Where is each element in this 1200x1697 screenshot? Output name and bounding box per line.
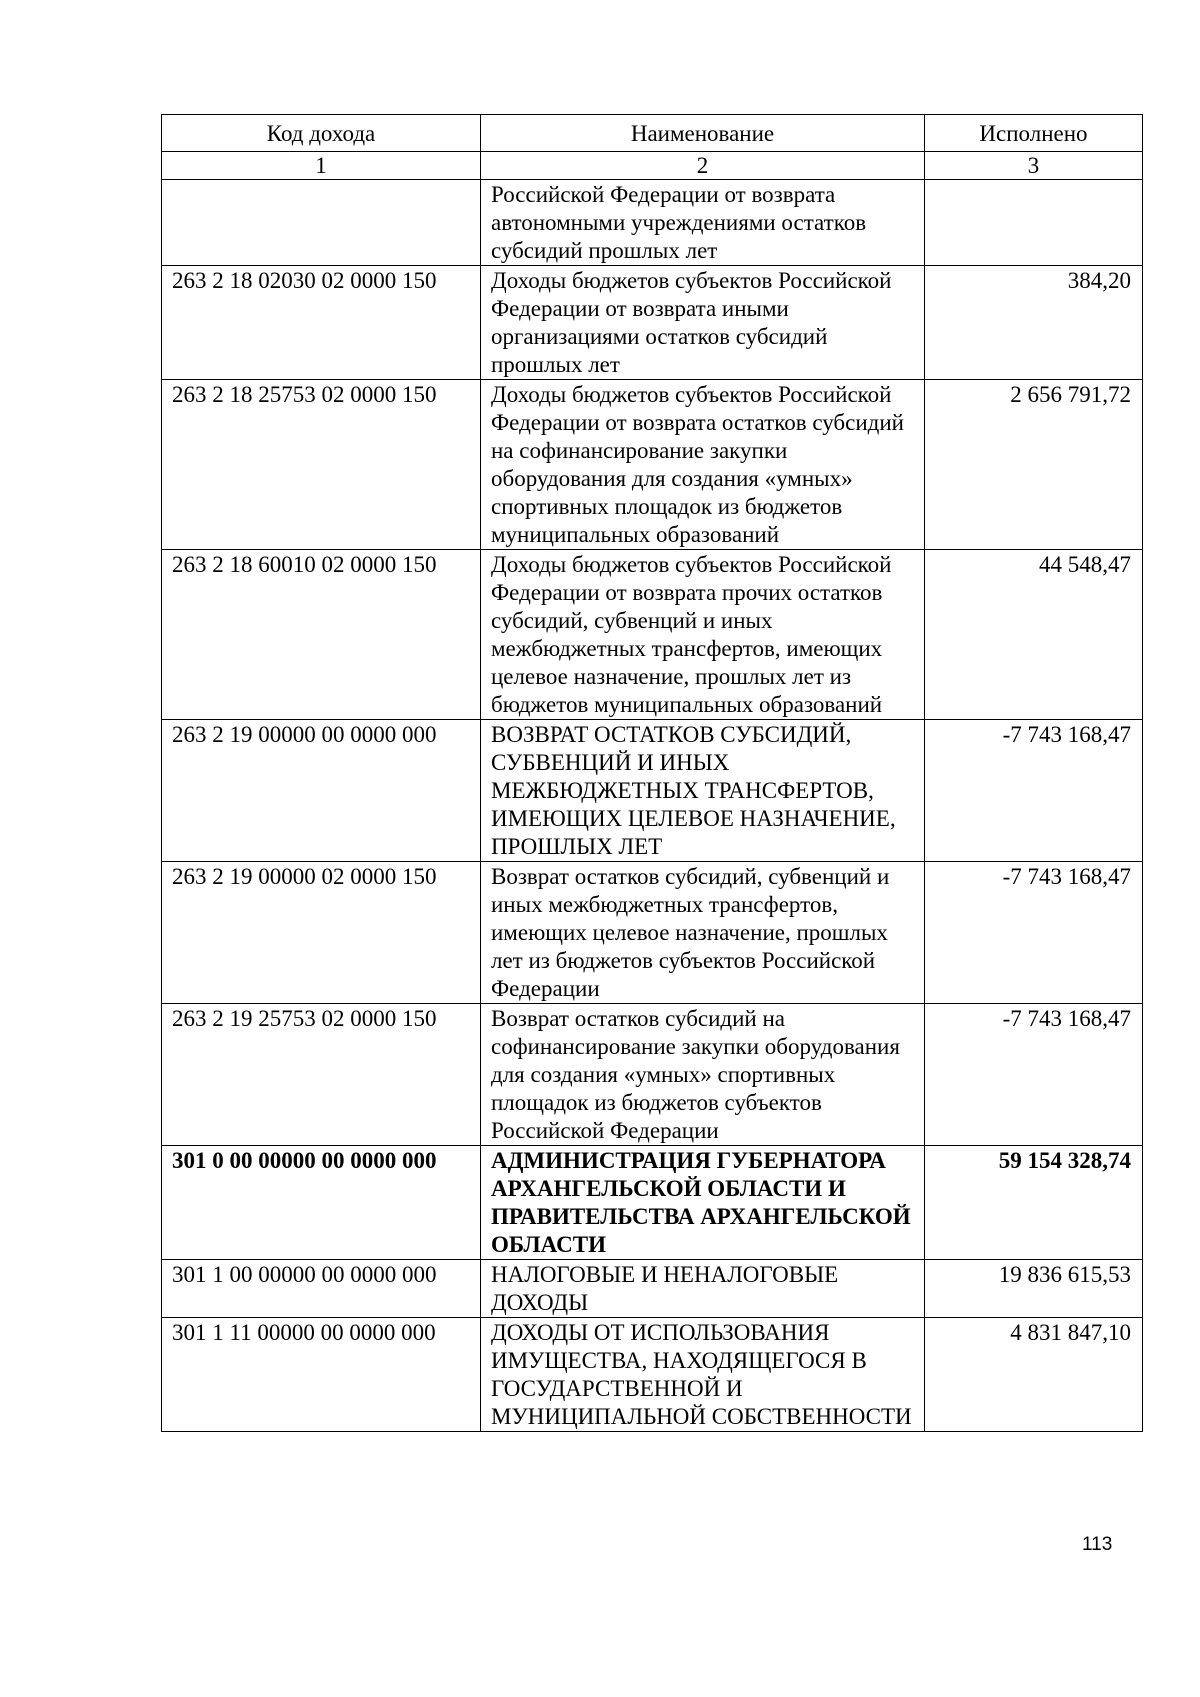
row-name: Доходы бюджетов субъектов Российской Федерации от возврата иными организациями остатков субсидий прошлых лет xyxy=(481,266,925,380)
table-row xyxy=(162,550,1143,720)
row-name: ВОЗВРАТ ОСТАТКОВ СУБСИДИЙ, СУБВЕНЦИЙ И ИНЫХ МЕЖБЮДЖЕТНЫХ ТРАНСФЕРТОВ, ИМЕЮЩИХ ЦЕЛЕВОЕ НАЗНАЧЕНИЕ, ПРОШЛЫХ ЛЕТ xyxy=(481,720,925,862)
row-value: 19 836 615,53 xyxy=(925,1260,1143,1318)
row-value: 384,20 xyxy=(925,266,1143,380)
row-name: Возврат остатков субсидий на софинансирование закупки оборудования для создания «умных» спортивных площадок из бюджетов субъектов Российской Федерации xyxy=(481,1004,925,1146)
row-value: -7 743 168,47 xyxy=(925,1004,1143,1146)
row-value: 2 656 791,72 xyxy=(925,380,1143,550)
row-name: ДОХОДЫ ОТ ИСПОЛЬЗОВАНИЯ ИМУЩЕСТВА, НАХОДЯЩЕГОСЯ В ГОСУДАРСТВЕННОЙ И МУНИЦИПАЛЬНОЙ СОБСТВЕННОСТИ xyxy=(481,1318,925,1432)
row-code: 263 2 18 25753 02 0000 150 xyxy=(162,380,481,550)
column-number-row xyxy=(162,152,1143,180)
row-code: 263 2 19 00000 02 0000 150 xyxy=(162,862,481,1004)
row-value: 4 831 847,10 xyxy=(925,1318,1143,1432)
table-body xyxy=(162,180,1143,1432)
table-row xyxy=(162,1260,1143,1318)
column-number: 1 xyxy=(162,152,481,180)
table-row xyxy=(162,862,1143,1004)
column-number: 3 xyxy=(925,152,1143,180)
column-number: 2 xyxy=(481,152,925,180)
table-row xyxy=(162,266,1143,380)
row-name: Доходы бюджетов субъектов Российской Федерации от возврата прочих остатков субсидий, субвенций и иных межбюджетных трансфертов, имеющих целевое назначение, прошлых лет из бюджетов муниципальных образований xyxy=(481,550,925,720)
row-name: АДМИНИСТРАЦИЯ ГУБЕРНАТОРА АРХАНГЕЛЬСКОЙ ОБЛАСТИ И ПРАВИТЕЛЬСТВА АРХАНГЕЛЬСКОЙ ОБЛАСТИ xyxy=(481,1146,925,1260)
header-code: Код дохода xyxy=(162,115,481,152)
table-row xyxy=(162,1146,1143,1260)
row-name: НАЛОГОВЫЕ И НЕНАЛОГОВЫЕ ДОХОДЫ xyxy=(481,1260,925,1318)
row-name: Российской Федерации от возврата автономными учреждениями остатков субсидий прошлых лет xyxy=(481,180,925,266)
row-code: 263 2 18 02030 02 0000 150 xyxy=(162,266,481,380)
row-code: 263 2 19 00000 00 0000 000 xyxy=(162,720,481,862)
table-row xyxy=(162,720,1143,862)
header-name: Наименование xyxy=(481,115,925,152)
row-code: 301 0 00 00000 00 0000 000 xyxy=(162,1146,481,1260)
row-code: 263 2 19 25753 02 0000 150 xyxy=(162,1004,481,1146)
row-code: 263 2 18 60010 02 0000 150 xyxy=(162,550,481,720)
table-row xyxy=(162,1318,1143,1432)
row-value: -7 743 168,47 xyxy=(925,862,1143,1004)
row-name: Доходы бюджетов субъектов Российской Федерации от возврата остатков субсидий на софинансирование закупки оборудования для создания «умных» спортивных площадок из бюджетов муниципальных образований xyxy=(481,380,925,550)
header-executed: Исполнено xyxy=(925,115,1143,152)
table-row xyxy=(162,1004,1143,1146)
row-value: 59 154 328,74 xyxy=(925,1146,1143,1260)
revenue-table xyxy=(161,114,1143,1432)
row-value xyxy=(925,180,1143,266)
page-number: 113 xyxy=(1082,1534,1113,1555)
table-row xyxy=(162,380,1143,550)
row-code xyxy=(162,180,481,266)
table-header-row xyxy=(162,115,1143,152)
row-code: 301 1 11 00000 00 0000 000 xyxy=(162,1318,481,1432)
row-code: 301 1 00 00000 00 0000 000 xyxy=(162,1260,481,1318)
row-value: -7 743 168,47 xyxy=(925,720,1143,862)
table-row xyxy=(162,180,1143,266)
row-name: Возврат остатков субсидий, субвенций и иных межбюджетных трансфертов, имеющих целевое назначение, прошлых лет из бюджетов субъектов Российской Федерации xyxy=(481,862,925,1004)
row-value: 44 548,47 xyxy=(925,550,1143,720)
